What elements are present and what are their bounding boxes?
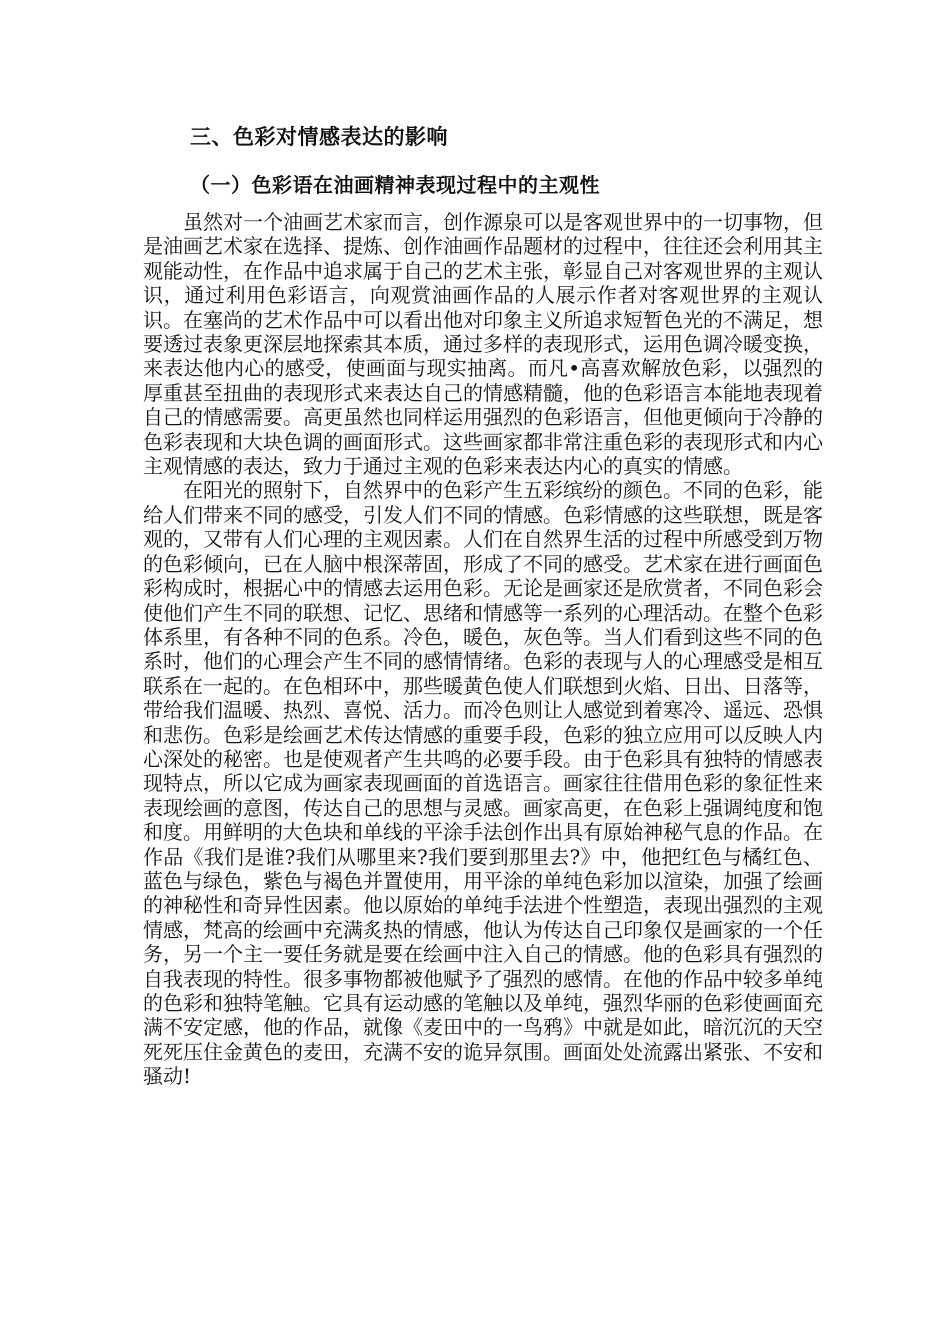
subsection-heading: （一）色彩语在油画精神表现过程中的主观性 [190,173,600,197]
paragraph-1: 虽然对一个油画艺术家而言，创作源泉可以是客观世界中的一切事物，但是油画艺术家在选择、提炼、创作油画作品题材的过程中，往往还会利用其主观能动性，在作品中追求属于自己的艺术主张，彰显自己对客观世界的主观认识，通过利用色彩语言，向观赏油画作品的人展示作者对客观世界的主观认识。在塞尚的艺术作品中可以看出他对印象主义所追求短暂色光的不满足，想要透过表象更深层地探索其本质，通过多样的表现形式，运用色调冷暖变换，来表达他内心的感受，使画面与现实抽离。而凡•高喜欢解放色彩，以强烈的厚重甚至扭曲的表现形式来表达自己的情感精髓，他的色彩语言本能地表现着自己的情感需要。高更虽然也同样运用强烈的色彩语言，但他更倾向于冷静的色彩表现和大块色调的画面形式。这些画家都非常注重色彩的表现形式和内心主观情感的表达，致力于通过主观的色彩来表达内心的真实的情感。 [143,210,823,479]
section-heading: 三、色彩对情感表达的影响 [190,125,448,149]
paragraph-2: 在阳光的照射下，自然界中的色彩产生五彩缤纷的颜色。不同的色彩，能给人们带来不同的感受，引发人们不同的情感。色彩情感的这些联想，既是客观的，又带有人们心理的主观因素。人们在自然界生活的过程中所感受到万物的色彩倾向，已在人脑中根深蒂固，形成了不同的感受。艺术家在进行画面色彩构成时，根据心中的情感去运用色彩。无论是画家还是欣赏者，不同色彩会使他们产生不同的联想、记忆、思绪和情感等一系列的心理活动。在整个色彩体系里，有各种不同的色系。冷色，暖色，灰色等。当人们看到这些不同的色系时，他们的心理会产生不同的感情情绪。色彩的表现与人的心理感受是相互联系在一起的。在色相环中，那些暖黄色使人们联想到火焰、日出、日落等，带给我们温暖、热烈、喜悦、活力。而冷色则让人感觉到着寒冷、遥远、恐惧和悲伤。色彩是绘画艺术传达情感的重要手段，色彩的独立应用可以反映人内心深处的秘密。也是使观者产生共鸣的必要手段。由于色彩具有独特的情感表现特点，所以它成为画家表现画面的首选语言。画家往往借用色彩的象征性来表现绘画的意图，传达自己的思想与灵感。画家高更，在色彩上强调纯度和饱和度。用鲜明的大色块和单线的平涂手法创作出具有原始神秘气息的作品。在作品《我们是谁?我们从哪里来?我们要到那里去?》中，他把红色与橘红色、蓝色与绿色，紫色与褐色并置使用，用平涂的单纯色彩加以渲染，加强了绘画的神秘性和奇异性因素。他以原始的单纯手法进个性塑造，表现出强烈的主观情感，梵高的绘画中充满炙热的情感，他认为传达自己印象仅是画家的一个任务，另一个主一要任务就是要在绘画中注入自己的情感。他的色彩具有强烈的自我表现的特性。很多事物都被他赋予了强烈的感情。在他的作品中较多单纯的色彩和独特笔触。它具有运动感的笔触以及单纯，强烈华丽的色彩使画面充满不安定感，他的作品，就像《麦田中的一鸟鸦》中就是如此，暗沉沉的天空死死压住金黄色的麦田，充满不安的诡异氛围。画面处处流露出紧张、不安和骚动! [143,478,823,1089]
body-text [143,210,823,1089]
